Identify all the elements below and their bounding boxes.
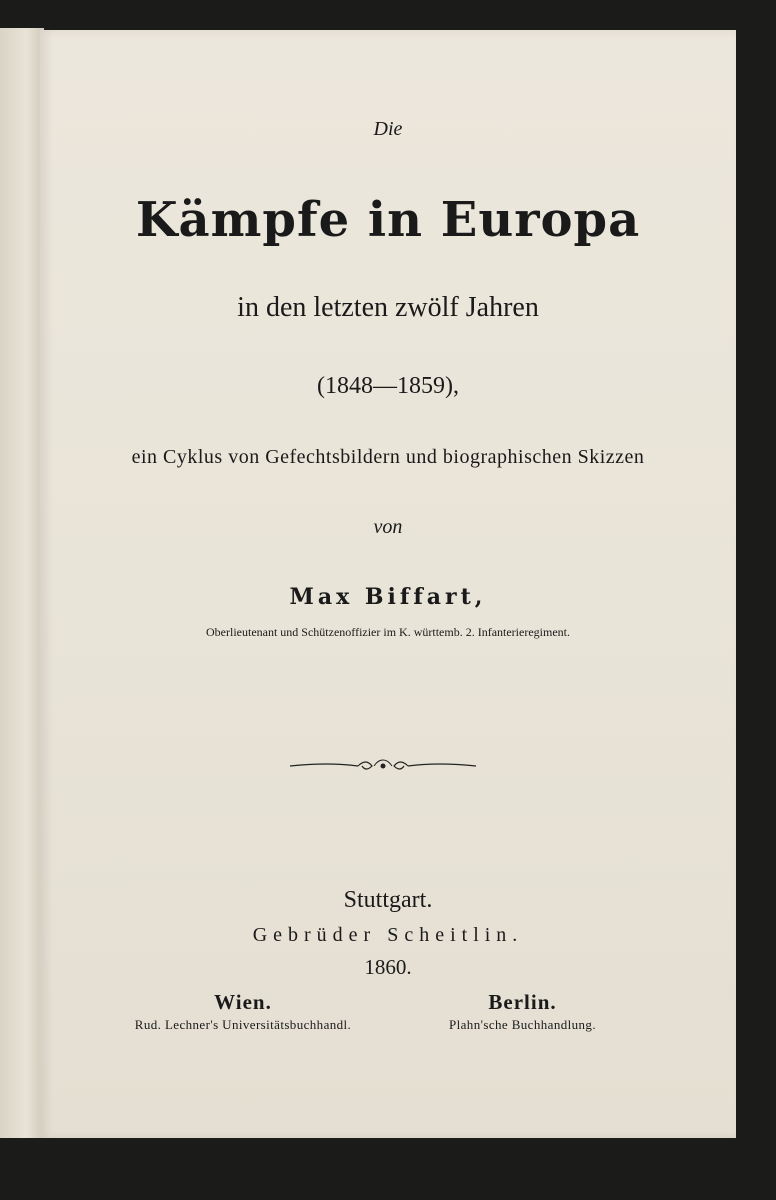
title-article: Die: [373, 118, 403, 140]
publisher-name: Gebrüder Scheitlin.: [252, 924, 524, 946]
cycle-description: ein Cyklus von Gefechtsbildern und biographischen Skizzen: [131, 446, 645, 468]
main-title: Kämpfe in Europa: [135, 192, 641, 248]
branch-bookseller: Rud. Lechner's Universitätsbuchhandl.: [134, 1017, 352, 1032]
ornament-divider-icon: [288, 756, 478, 776]
branch-city: Wien.: [214, 990, 272, 1014]
by-label: von: [373, 516, 403, 538]
publication-year: 1860.: [364, 955, 412, 979]
branch-bookseller: Plahn'sche Buchhandlung.: [449, 1017, 596, 1032]
branch-berlin: [425, 990, 620, 1033]
author-name: Max Biffart,: [289, 584, 487, 610]
publication-city: Stuttgart.: [343, 887, 433, 913]
subtitle: in den letzten zwölf Jahren: [237, 292, 539, 323]
years-range: (1848—1859),: [317, 373, 459, 399]
branch-city: Berlin.: [488, 990, 557, 1014]
branch-vienna: [108, 990, 378, 1033]
author-rank: Oberlieutenant und Schützenoffizier im K. württemb. 2. Infanterieregiment.: [206, 625, 570, 639]
